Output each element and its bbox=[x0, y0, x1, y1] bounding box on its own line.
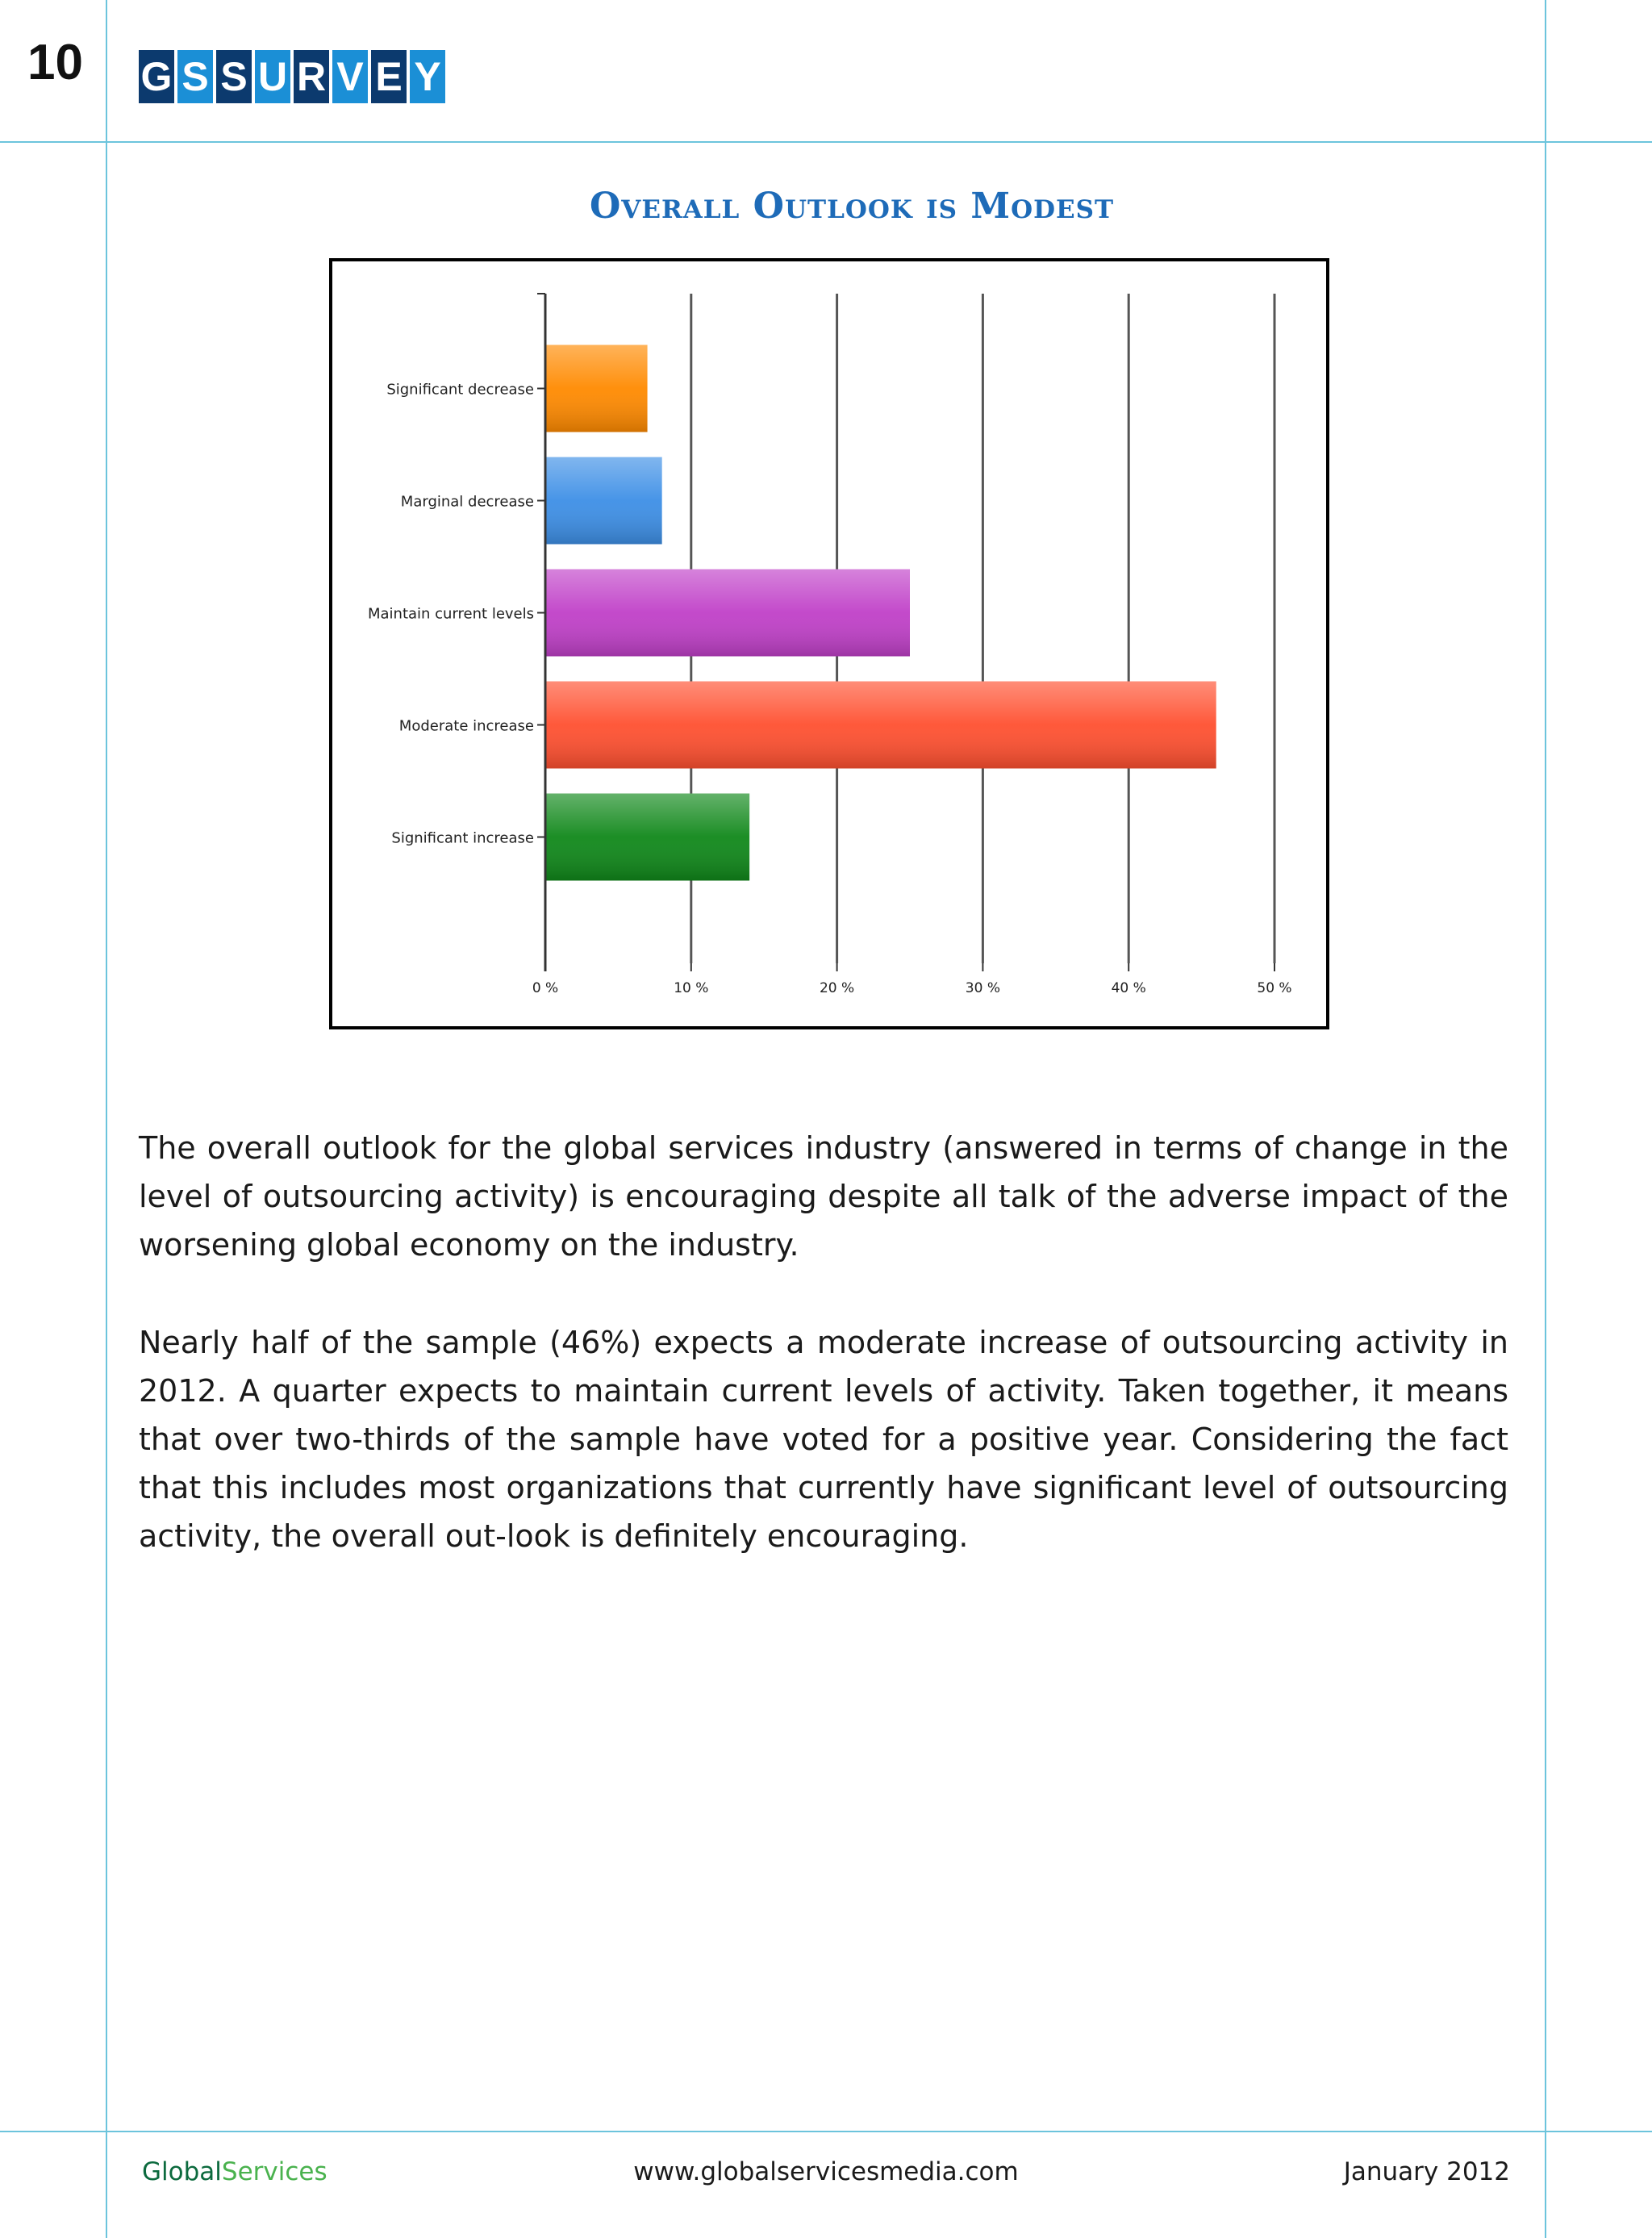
x-tick-label: 30 % bbox=[965, 980, 1001, 996]
category-label: Marginal decrease bbox=[400, 493, 534, 511]
footer-brand-global: Global bbox=[142, 2157, 222, 2186]
margin-guide-right bbox=[1545, 0, 1546, 2238]
category-label: Significant decrease bbox=[386, 381, 534, 399]
bar-chart bbox=[332, 261, 1326, 1026]
category-label: Maintain current levels bbox=[367, 605, 534, 623]
bar-shading bbox=[545, 345, 648, 432]
footer-url[interactable]: www.globalservicesmedia.com bbox=[633, 2157, 1019, 2186]
logo-letter: U bbox=[255, 50, 290, 103]
logo-letter: S bbox=[177, 50, 213, 103]
bar-shading bbox=[545, 682, 1216, 769]
x-tick-label: 10 % bbox=[674, 980, 709, 996]
margin-guide-left bbox=[106, 0, 107, 2238]
logo-letter: Y bbox=[410, 50, 445, 103]
margin-guide-bottom bbox=[0, 2131, 1652, 2132]
logo-letter: R bbox=[294, 50, 329, 103]
body-paragraph-1: The overall outlook for the global services industry (answered in terms of change in the level of outsourcing activity) is encouraging despite all talk of the adverse impact of the worsening global economy on the industry. bbox=[139, 1130, 1508, 1263]
gs-survey-logo bbox=[139, 50, 448, 103]
page-number: 10 bbox=[27, 35, 83, 90]
bar-shading bbox=[545, 570, 910, 657]
body-paragraph-2: Nearly half of the sample (46%) expects a moderate increase of outsourcing activity in 2012. A quarter expects to maintain current levels of activity. Taken together, it means that over two-thirds of the sample have voted for a positive year. Considering the fact that this includes most organizations that currently have significant level of outsourcing activity, the overall out-look is definitely encouraging. bbox=[139, 1325, 1508, 1554]
bar-shading bbox=[545, 457, 662, 545]
logo-letter: V bbox=[332, 50, 368, 103]
x-tick-label: 0 % bbox=[532, 980, 559, 996]
bar-shading bbox=[545, 794, 749, 881]
footer-date: January 2012 bbox=[1343, 2157, 1510, 2186]
x-tick-label: 50 % bbox=[1257, 980, 1292, 996]
chart-title: Overall Outlook is Modest bbox=[589, 186, 1115, 227]
logo-letter: E bbox=[371, 50, 407, 103]
chart-frame bbox=[329, 258, 1329, 1029]
category-label: Significant increase bbox=[391, 829, 534, 847]
category-label: Moderate increase bbox=[398, 717, 534, 735]
footer-brand-services: Services bbox=[221, 2157, 327, 2186]
x-tick-label: 40 % bbox=[1111, 980, 1146, 996]
logo-letter: G bbox=[139, 50, 174, 103]
logo-letter: S bbox=[216, 50, 252, 103]
x-tick-label: 20 % bbox=[819, 980, 855, 996]
margin-guide-top bbox=[0, 141, 1652, 143]
